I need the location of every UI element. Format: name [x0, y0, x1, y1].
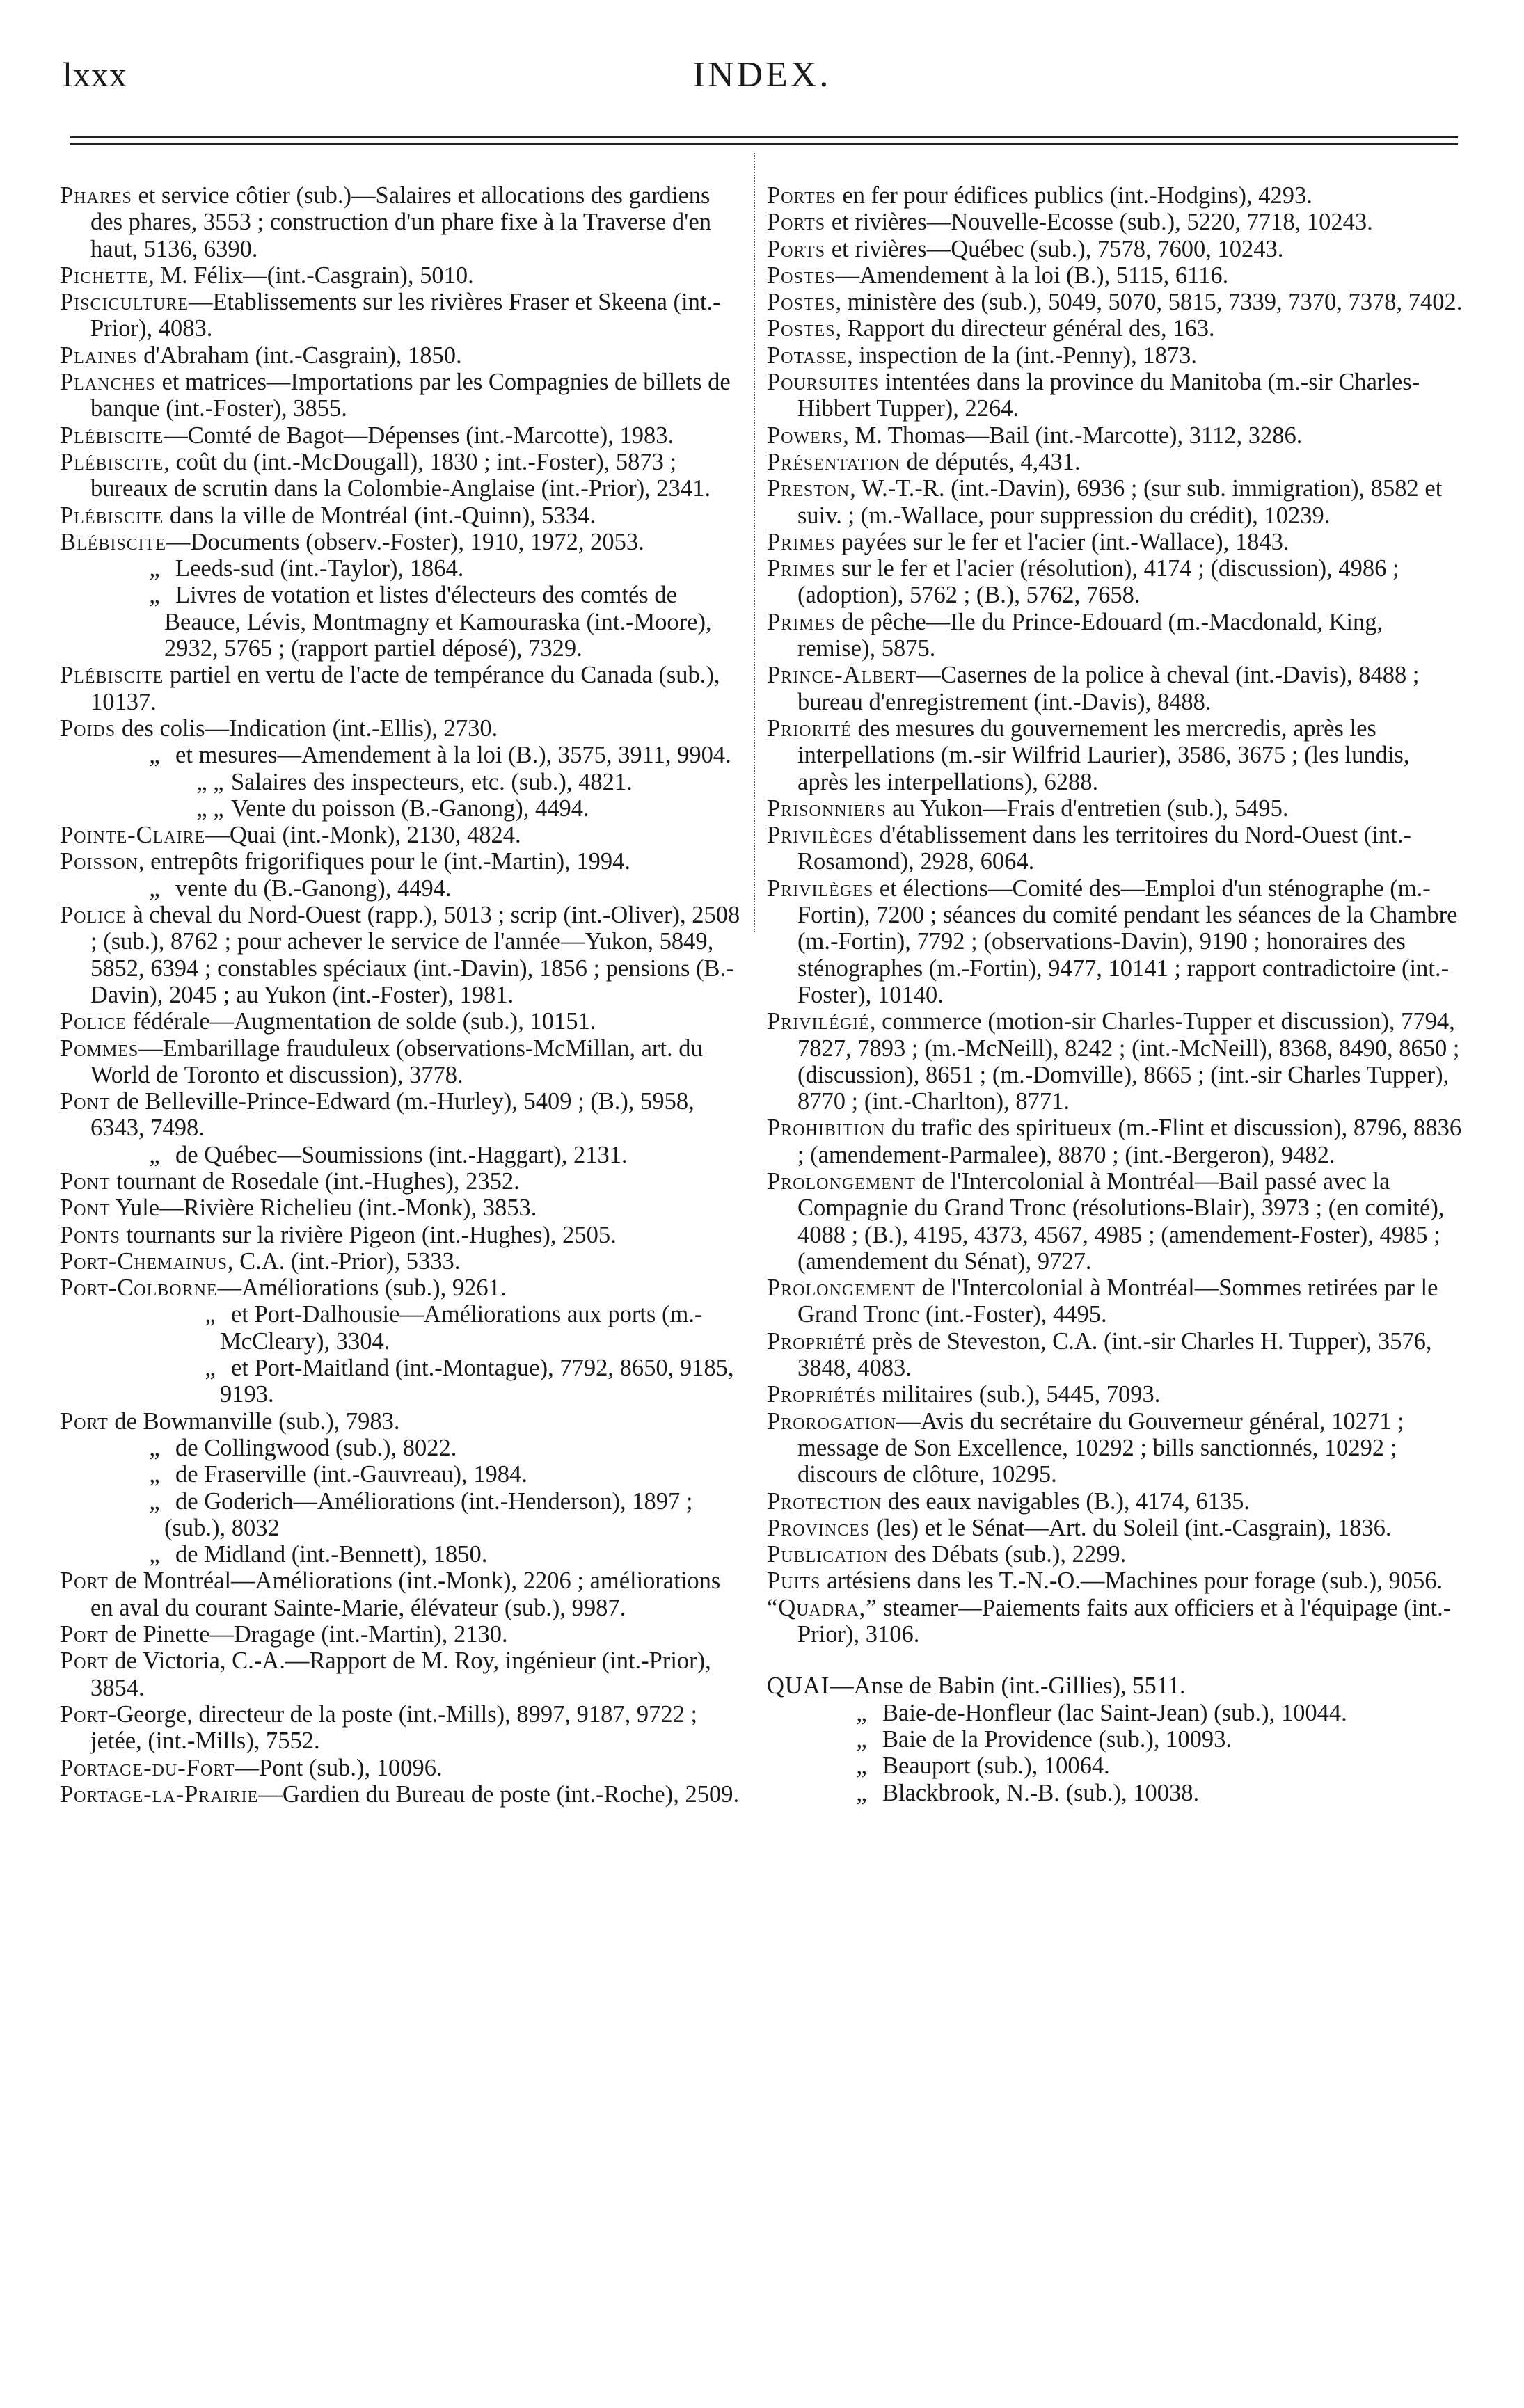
entry-text: —Gardien du Bureau de poste (int.-Roche), 2509.: [258, 1780, 740, 1808]
index-entry: [60, 449, 745, 502]
entry-text: —Anse de Babin (int.-Gillies), 5511.: [830, 1673, 1186, 1700]
entry-text: de Québec—Soumissions (int.-Haggart), 2131.: [175, 1141, 628, 1168]
entry-headword: Pichette: [60, 262, 149, 289]
index-entry: [60, 1222, 745, 1248]
entry-text: Beauport (sub.), 10064.: [882, 1753, 1110, 1780]
page-title: INDEX.: [692, 55, 832, 95]
index-entry: [767, 422, 1463, 449]
entry-text: et matrices—Importations par les Compagnies de billets de banque (int.-Foster), 3855.: [90, 369, 731, 422]
entry-text: artésiens dans les T.-N.-O.—Machines pour forage (sub.), 9056.: [820, 1568, 1443, 1595]
index-entry: [60, 1461, 745, 1488]
entry-text: dans la ville de Montréal (int.-Quinn), 5334.: [164, 502, 596, 529]
entry-text: de pêche—Ile du Prince-Edouard (m.-Macdonald, King, remise), 5875.: [797, 608, 1383, 662]
ditto-mark: „: [856, 1753, 867, 1780]
entry-headword: Police: [60, 902, 127, 929]
entry-text: , Rapport du directeur général des, 163.: [835, 315, 1215, 342]
entry-headword: Ports: [767, 235, 826, 262]
entry-text: —Casernes de la police à cheval (int.-Davis), 8488 ; bureau d'enregistrement (int.-Davis), 8488.: [797, 662, 1420, 715]
index-entry: [60, 1701, 745, 1755]
entry-headword: Plébiscite: [60, 448, 164, 475]
index-entry: [60, 422, 745, 449]
index-entry: [60, 369, 745, 422]
index-entry: [60, 1142, 745, 1168]
entry-text: de l'Intercolonial à Montréal—Sommes retirées par le Grand Tronc (int.-Foster), 4495.: [797, 1275, 1438, 1328]
index-entry: [767, 1595, 1463, 1648]
entry-text: , entrepôts frigorifiques pour le (int.-Martin), 1994.: [138, 848, 630, 875]
index-entry: [767, 1515, 1463, 1541]
entry-text: vente du (B.-Ganong), 4494.: [175, 875, 452, 902]
entry-text: et rivières—Québec (sub.), 7578, 7600, 10243.: [825, 235, 1284, 262]
entry-headword: Prolongement: [767, 1167, 916, 1195]
entry-text: —Améliorations (sub.), 9261.: [217, 1275, 507, 1302]
entry-headword: Port: [60, 1408, 109, 1435]
ditto-mark: „: [149, 875, 160, 902]
index-entry: [767, 209, 1463, 235]
index-entry: [767, 822, 1463, 875]
index-entry: [60, 555, 745, 582]
entry-text: de Fraserville (int.-Gauvreau), 1984.: [175, 1461, 527, 1488]
entry-text: tournant de Rosedale (int.-Hughes), 2352.: [110, 1167, 520, 1195]
index-entry: [767, 875, 1463, 1008]
entry-text: Yule—Rivière Richelieu (int.-Monk), 3853.: [110, 1195, 537, 1222]
ditto-mark: „: [205, 1355, 216, 1382]
index-entry: [767, 236, 1463, 262]
entry-headword: Port-Colborne: [60, 1275, 218, 1302]
entry-text: , M. Thomas—Bail (int.-Marcotte), 3112, 3286.: [843, 422, 1303, 449]
entry-text: -George, directeur de la poste (int.-Mills), 8997, 9187, 9722 ; jetée, (int.-Mills), 7552.: [90, 1700, 698, 1755]
index-entry: [60, 262, 745, 289]
index-entry: [767, 1275, 1463, 1328]
index-entry: [767, 449, 1463, 475]
entry-text: steamer—Paiements faits aux officiers et à l'équipage (int.-Prior), 3106.: [797, 1594, 1452, 1648]
entry-text: et rivières—Nouvelle-Ecosse (sub.), 5220, 7718, 10243.: [825, 209, 1373, 236]
entry-text: Vente du poisson (B.-Ganong), 4494.: [231, 795, 589, 822]
index-entry: [60, 1488, 745, 1542]
index-entry: [767, 1541, 1463, 1568]
entry-headword: Prisonniers: [767, 795, 887, 822]
entry-headword: Portes: [767, 182, 836, 209]
entry-text: et élections—Comité des—Emploi d'un sténographe (m.-Fortin), 7200 ; séances du comité pendant les séances de la Chambre (m.-Fortin), 7792 ; (observations-Davin), 9190 ; honoraires des sténographes (m.-Fortin), 9477, 10141 ; rapport contradictoire (int.-Foster), 10140.: [797, 875, 1458, 1008]
entry-headword: Phares: [60, 182, 132, 209]
entry-headword: Postes: [767, 315, 836, 342]
index-entry: [60, 848, 745, 875]
entry-headword: Poisson: [60, 848, 138, 875]
column-divider: [754, 153, 755, 932]
index-entry: [767, 662, 1463, 715]
entry-text: et service côtier (sub.)—Salaires et allocations des gardiens des phares, 3553 ; construction d'un phare fixe à la Traverse d'en haut, 5136, 6390.: [90, 182, 711, 262]
entry-headword: Port: [60, 1648, 109, 1675]
index-entry: [767, 1700, 1463, 1726]
index-entry: [60, 1568, 745, 1621]
index-entry: [60, 1248, 745, 1275]
index-entry: [60, 1435, 745, 1461]
left-column: [60, 182, 745, 1808]
entry-headword: Poids: [60, 715, 116, 742]
entry-headword: Ports: [767, 209, 826, 236]
index-entry: [60, 1781, 745, 1808]
entry-text: Livres de votation et listes d'électeurs des comtés de Beauce, Lévis, Montmagny et Kamouraska (int.-Moore), 2932, 5765 ; (rapport partiel déposé), 7329.: [164, 582, 712, 662]
entry-text: payées sur le fer et l'acier (int.-Wallace), 1843.: [835, 528, 1289, 555]
entry-headword: Planches: [60, 369, 156, 396]
right-column: [767, 182, 1463, 1806]
entry-headword: Portage-du-Fort: [60, 1754, 235, 1781]
entry-text: —Avis du secrétaire du Gouverneur général, 10271 ; message de Son Excellence, 10292 ; bills sanctionnés, 10292 ; discours de clôture, 10295.: [797, 1408, 1404, 1488]
entry-text: Leeds-sud (int.-Taylor), 1864.: [175, 555, 464, 582]
entry-headword: Primes: [767, 528, 836, 555]
index-entry: [60, 1035, 745, 1089]
entry-text: , W.-T.-R. (int.-Davin), 6936 ; (sur sub. immigration), 8582 et suiv. ; (m.-Wallace, pour suppression du crédit), 10239.: [797, 475, 1443, 529]
index-entry: [767, 342, 1463, 369]
ditto-mark: „: [149, 1461, 160, 1488]
index-entry: [767, 529, 1463, 555]
entry-headword: Pont: [60, 1088, 111, 1115]
index-entry: [60, 342, 745, 369]
entry-text: en fer pour édifices publics (int.-Hodgins), 4293.: [836, 182, 1312, 209]
ditto-mark: „: [205, 1301, 216, 1328]
entry-text: au Yukon—Frais d'entretien (sub.), 5495.: [886, 795, 1289, 822]
index-entry: [60, 902, 745, 1008]
entry-text: Baie de la Providence (sub.), 10093.: [882, 1725, 1232, 1753]
entry-headword: Privilégié: [767, 1008, 870, 1035]
entry-headword: Plébiscite: [60, 422, 164, 449]
index-entry: [767, 1008, 1463, 1115]
index-entry: [60, 289, 745, 342]
index-entry: [60, 182, 745, 262]
ditto-mark: „: [856, 1699, 867, 1726]
entry-text: des mesures du gouvernement les mercredis, après les interpellations (m.-sir Wilfrid Laurier), 3586, 3675 ; (les lundis, après les interpellations), 6288.: [797, 715, 1410, 795]
entry-headword: Protection: [767, 1488, 882, 1515]
entry-headword: Powers: [767, 422, 843, 449]
entry-headword: Plaines: [60, 342, 138, 369]
index-entry: [767, 1488, 1463, 1515]
entry-text: de Belleville-Prince-Edward (m.-Hurley), 5409 ; (B.), 5958, 6343, 7498.: [90, 1088, 694, 1142]
index-entry: [767, 369, 1463, 422]
entry-text: sur le fer et l'acier (résolution), 4174 ; (discussion), 4986 ; (adoption), 5762 ; (B.), 5762, 7658.: [797, 555, 1399, 609]
entry-text: de députés, 4,431.: [900, 448, 1081, 475]
entry-headword: Prohibition: [767, 1115, 886, 1142]
entry-headword: Ponts: [60, 1221, 120, 1248]
index-entry: [767, 289, 1463, 315]
entry-headword: Plébiscite: [60, 502, 164, 529]
entry-text: près de Steveston, C.A. (int.-sir Charles H. Tupper), 3576, 3848, 4083.: [797, 1327, 1432, 1382]
index-entry: [60, 875, 745, 902]
entry-headword: QUAI: [767, 1673, 830, 1700]
index-entry: [60, 1088, 745, 1142]
entry-text: du trafic des spiritueux (m.-Flint et discussion), 8796, 8836 ; (amendement-Parmalee), 8870 ; (int.-Bergeron), 9482.: [797, 1115, 1462, 1168]
entry-headword: Puits: [767, 1568, 821, 1595]
entry-text: —Documents (observ.-Foster), 1910, 1972, 2053.: [166, 528, 644, 555]
entry-text: de Victoria, C.-A.—Rapport de M. Roy, ingénieur (int.-Prior), 3854.: [90, 1648, 711, 1701]
entry-headword: Primes: [767, 555, 836, 582]
index-entry: [60, 1168, 745, 1195]
entry-text: et mesures—Amendement à la loi (B.), 3575, 3911, 9904.: [175, 742, 731, 769]
index-entry: [60, 769, 745, 795]
index-entry: [60, 529, 745, 555]
index-entry: [60, 1648, 745, 1701]
index-entry: [60, 1621, 745, 1648]
entry-text: , commerce (motion-sir Charles-Tupper et discussion), 7794, 7827, 7893 ; (m.-McNeill), 8242 ; (int.-McNeill), 8368, 8490, 8650 ; (discussion), 8651 ; (m.-Domville), 8665 ; (int.-sir Charles Tupper), 8770 ; (int.-Charlton), 8771.: [797, 1008, 1460, 1115]
entry-headword: Port: [60, 1621, 109, 1648]
index-entry: [767, 315, 1463, 342]
index-entry: [60, 822, 745, 848]
entry-headword: Police: [60, 1008, 127, 1035]
index-entry: [60, 1008, 745, 1035]
entry-headword: Pont: [60, 1167, 111, 1195]
entry-text: intentées dans la province du Manitoba (m.-sir Charles-Hibbert Tupper), 2264.: [797, 369, 1420, 422]
index-entry: [60, 1541, 745, 1568]
entry-text: de Montréal—Améliorations (int.-Monk), 2206 ; améliorations en aval du courant Sainte-Marie, élévateur (sub.), 9987.: [90, 1568, 721, 1621]
entry-headword: Postes: [767, 262, 836, 289]
entry-text: —Pont (sub.), 10096.: [235, 1754, 443, 1781]
index-entry: [60, 1755, 745, 1781]
index-entry: [767, 1673, 1463, 1699]
entry-text: , M. Félix—(int.-Casgrain), 5010.: [148, 262, 474, 289]
index-entry: [60, 502, 745, 529]
entry-headword: Potasse: [767, 342, 847, 369]
entry-headword: Pommes: [60, 1035, 139, 1062]
entry-headword: “Quadra,”: [767, 1594, 878, 1621]
entry-headword: Prorogation: [767, 1408, 897, 1435]
index-entry: [60, 795, 745, 822]
entry-text: et Port-Maitland (int.-Montague), 7792, 8650, 9185, 9193.: [220, 1355, 734, 1408]
entry-text: et Port-Dalhousie—Améliorations aux ports (m.-McCleary), 3304.: [220, 1301, 703, 1355]
entry-headword: Prince-Albert: [767, 662, 917, 689]
entry-text: d'établissement dans les territoires du Nord-Ouest (int.-Rosamond), 2928, 6064.: [797, 822, 1411, 875]
entry-text: de Goderich—Améliorations (int.-Henderson), 1897 ; (sub.), 8032: [164, 1488, 693, 1541]
entry-text: Baie-de-Honfleur (lac Saint-Jean) (sub.), 10044.: [882, 1699, 1347, 1726]
entry-text: de Pinette—Dragage (int.-Martin), 2130.: [108, 1621, 508, 1648]
entry-headword: Privilèges: [767, 822, 874, 849]
index-entry: [60, 1408, 745, 1435]
index-entry: [767, 1381, 1463, 1408]
ditto-mark: „: [856, 1779, 867, 1806]
page-number: lxxx: [63, 55, 127, 94]
entry-text: —Amendement à la loi (B.), 5115, 6116.: [835, 262, 1229, 289]
index-entry: [767, 1780, 1463, 1806]
ditto-mark: „: [149, 1434, 160, 1461]
entry-text: de Collingwood (sub.), 8022.: [175, 1434, 457, 1461]
entry-headword: Pointe-Claire: [60, 822, 206, 849]
ditto-mark: „: [149, 582, 160, 609]
index-entry: [767, 1726, 1463, 1753]
entry-headword: Pisciculture: [60, 289, 189, 316]
ditto-mark: „: [149, 555, 160, 582]
index-entry: [767, 182, 1463, 209]
entry-text: des colis—Indication (int.-Ellis), 2730.: [116, 715, 498, 742]
index-entry: [767, 475, 1463, 529]
index-entry: [767, 1408, 1463, 1488]
entry-headword: Port: [60, 1700, 109, 1728]
index-entry: [767, 795, 1463, 822]
entry-text: fédérale—Augmentation de solde (sub.), 10151.: [126, 1008, 596, 1035]
ditto-mark: „: [149, 1488, 160, 1515]
entry-headword: Prolongement: [767, 1275, 916, 1302]
entry-headword: Portage-la-Prairie: [60, 1780, 259, 1808]
entry-text: , coût du (int.-McDougall), 1830 ; int.-Foster), 5873 ; bureaux de scrutin dans la Colombie-Anglaise (int.-Prior), 2341.: [90, 448, 711, 502]
entry-text: des Débats (sub.), 2299.: [888, 1541, 1127, 1568]
entry-headword: Poursuites: [767, 369, 880, 396]
index-entry: [767, 715, 1463, 795]
entry-headword: Provinces: [767, 1514, 871, 1541]
entry-text: tournants sur la rivière Pigeon (int.-Hughes), 2505.: [120, 1221, 617, 1248]
entry-headword: Port-Chemainus: [60, 1247, 228, 1275]
index-entry: [767, 1115, 1463, 1168]
index-entry: [767, 1328, 1463, 1382]
page-header: [56, 54, 1468, 124]
index-entry: [767, 555, 1463, 609]
entry-text: Salaires des inspecteurs, etc. (sub.), 4821.: [231, 768, 633, 795]
entry-headword: Preston: [767, 475, 850, 502]
entry-headword: Plébiscite: [60, 662, 164, 689]
ditto-mark: „: [149, 1541, 160, 1568]
entry-headword: Blébiscite: [60, 528, 166, 555]
index-entry: [60, 1275, 745, 1301]
entry-text: —Etablissements sur les rivières Fraser et Skeena (int.-Prior), 4083.: [90, 289, 721, 342]
entry-headword: Propriétés: [767, 1381, 877, 1408]
header-rule: [70, 136, 1458, 138]
index-entry: [767, 609, 1463, 662]
entry-text: , inspection de la (int.-Penny), 1873.: [846, 342, 1197, 369]
ditto-mark: „ „: [196, 768, 224, 795]
entry-headword: Publication: [767, 1541, 889, 1568]
index-entry: [60, 582, 745, 662]
index-entry: [767, 1568, 1463, 1594]
entry-text: d'Abraham (int.-Casgrain), 1850.: [137, 342, 462, 369]
entry-headword: Priorité: [767, 715, 852, 742]
index-entry: [60, 1301, 745, 1355]
entry-text: partiel en vertu de l'acte de tempérance du Canada (sub.), 10137.: [90, 662, 720, 715]
index-entry: [60, 715, 745, 742]
ditto-mark: „ „: [196, 795, 224, 822]
entry-text: militaires (sub.), 5445, 7093.: [876, 1381, 1161, 1408]
entry-headword: Postes: [767, 289, 836, 316]
index-entry: [60, 662, 745, 715]
entry-text: des eaux navigables (B.), 4174, 6135.: [882, 1488, 1251, 1515]
index-entry: [767, 1168, 1463, 1275]
entry-text: , C.A. (int.-Prior), 5333.: [227, 1247, 461, 1275]
index-entry: [60, 1355, 745, 1408]
entry-text: Blackbrook, N.-B. (sub.), 10038.: [882, 1779, 1200, 1806]
entry-text: —Comté de Bagot—Dépenses (int.-Marcotte), 1983.: [164, 422, 674, 449]
entry-headword: Présentation: [767, 448, 900, 475]
entry-headword: Primes: [767, 608, 836, 635]
entry-headword: Pont: [60, 1195, 111, 1222]
index-entry: [60, 742, 745, 768]
entry-headword: Port: [60, 1568, 109, 1595]
entry-headword: Propriété: [767, 1327, 866, 1355]
index-entry: [767, 262, 1463, 289]
index-entry: [767, 1753, 1463, 1779]
entry-text: , ministère des (sub.), 5049, 5070, 5815, 7339, 7370, 7378, 7402.: [835, 289, 1463, 316]
ditto-mark: „: [856, 1725, 867, 1753]
entry-text: de l'Intercolonial à Montréal—Bail passé avec la Compagnie du Grand Tronc (résolutions-Blair), 3973 ; (en comité), 4088 ; (B.), 4195, 4373, 4567, 4985 ; (amendement-Foster), 4985 ; (amendement du Sénat), 9727.: [797, 1167, 1445, 1275]
entry-text: —Quai (int.-Monk), 2130, 4824.: [205, 822, 521, 849]
entry-text: (les) et le Sénat—Art. du Soleil (int.-Casgrain), 1836.: [870, 1514, 1392, 1541]
ditto-mark: „: [149, 1141, 160, 1168]
entry-text: à cheval du Nord-Ouest (rapp.), 5013 ; scrip (int.-Oliver), 2508 ; (sub.), 8762 ; pour achever le service de l'année—Yukon, 5849, 5852, 6394 ; constables spéciaux (int.-Davin), 1856 ; pensions (B.-Davin), 2045 ; au Yukon (int.-Foster), 1981.: [90, 902, 740, 1008]
index-entry: [60, 1195, 745, 1221]
entry-text: —Embarillage frauduleux (observations-McMillan, art. du World de Toronto et discussion), 3778.: [90, 1035, 703, 1088]
header-rule-secondary: [70, 143, 1458, 145]
entry-text: de Midland (int.-Bennett), 1850.: [175, 1541, 488, 1568]
ditto-mark: „: [149, 742, 160, 769]
entry-headword: Privilèges: [767, 875, 874, 902]
entry-text: de Bowmanville (sub.), 7983.: [108, 1408, 400, 1435]
